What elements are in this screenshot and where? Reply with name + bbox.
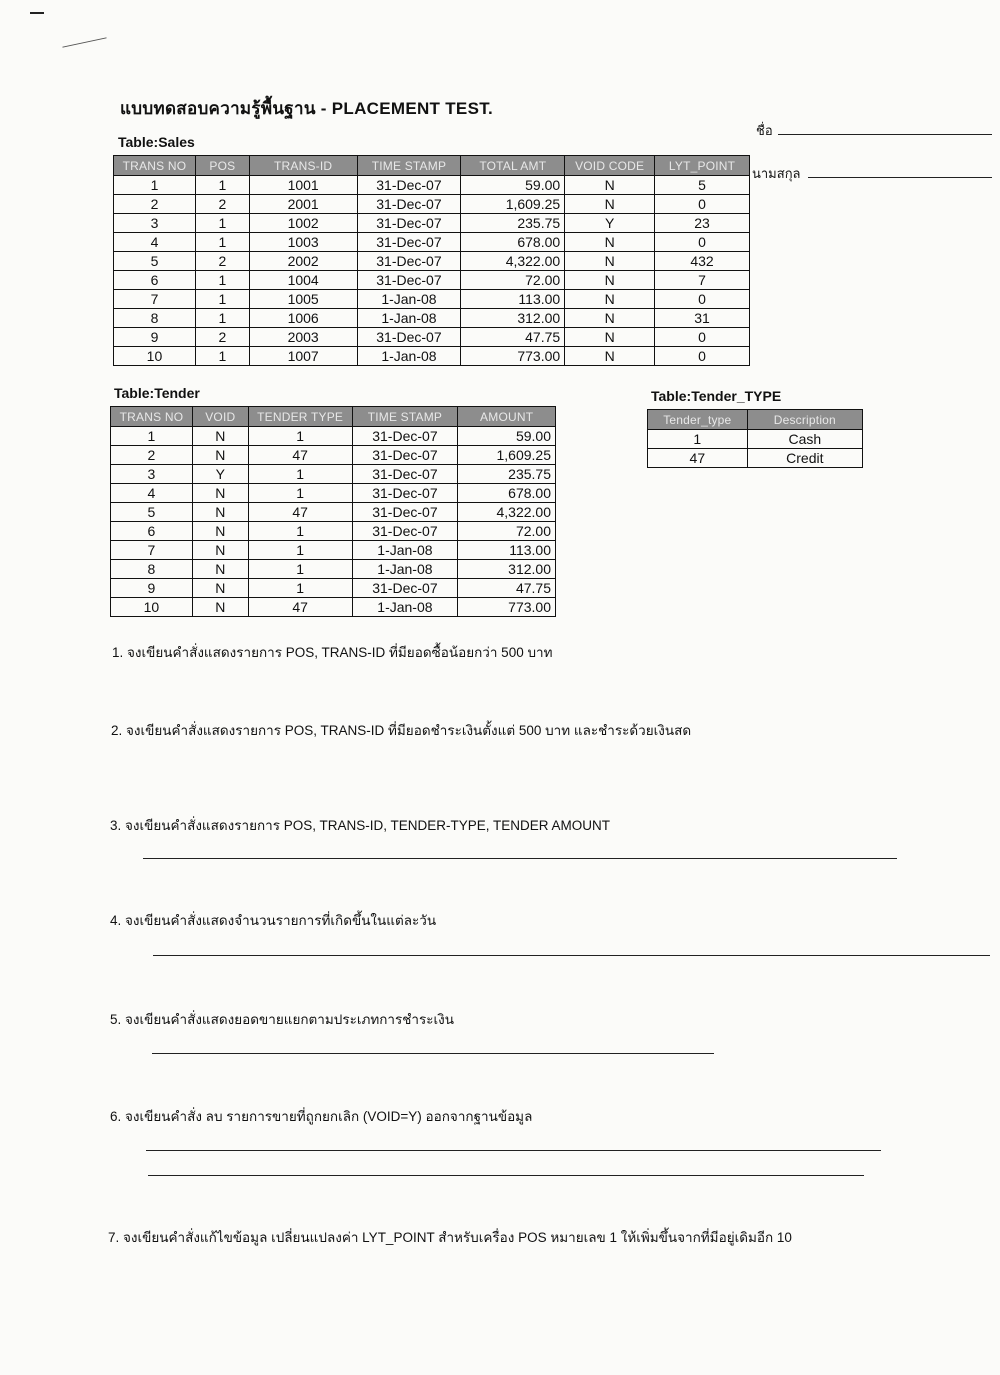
tender-row xyxy=(111,579,556,598)
tender-cell: 2 xyxy=(111,446,193,465)
tender-cell: 6 xyxy=(111,522,193,541)
sales-row xyxy=(114,347,750,366)
sales-table-title: Table:Sales xyxy=(118,134,195,150)
tender-cell: N xyxy=(192,522,248,541)
sales-cell: 8 xyxy=(114,309,196,328)
tender-cell: 31-Dec-07 xyxy=(352,427,458,446)
sales-cell: 1-Jan-08 xyxy=(357,290,461,309)
tender-cell: 1 xyxy=(248,465,352,484)
tender-cell: N xyxy=(192,541,248,560)
tender-cell: 47 xyxy=(248,446,352,465)
question-5: 5. จงเขียนคำสั่งแสดงยอดขายแยกตามประเภทการชำระเงิน xyxy=(110,1012,454,1027)
tender-cell: 59.00 xyxy=(458,427,556,446)
sales-cell: 1 xyxy=(195,176,249,195)
sales-cell: 1 xyxy=(195,271,249,290)
sales-cell: 1 xyxy=(195,233,249,252)
tender-cell: 4 xyxy=(111,484,193,503)
sales-header-cell: LYT_POINT xyxy=(655,156,750,176)
sales-cell: 1004 xyxy=(249,271,357,290)
sales-header-row xyxy=(114,156,750,176)
tender-cell: N xyxy=(192,427,248,446)
tender-cell: 47 xyxy=(248,503,352,522)
sales-cell: 31-Dec-07 xyxy=(357,214,461,233)
tender-cell: 678.00 xyxy=(458,484,556,503)
tender-row xyxy=(111,446,556,465)
tender-cell: 7 xyxy=(111,541,193,560)
sales-row xyxy=(114,195,750,214)
sales-cell: N xyxy=(565,195,655,214)
sales-cell: Y xyxy=(565,214,655,233)
sales-cell: 2 xyxy=(195,195,249,214)
tender-cell: 1 xyxy=(111,427,193,446)
tender-type-table-title: Table:Tender_TYPE xyxy=(651,388,782,404)
tender-row xyxy=(111,598,556,617)
tender-header-row xyxy=(111,407,556,427)
sales-cell: 432 xyxy=(655,252,750,271)
tender-cell: 9 xyxy=(111,579,193,598)
sales-header-cell: TIME STAMP xyxy=(357,156,461,176)
tender-row xyxy=(111,503,556,522)
sales-cell: 1-Jan-08 xyxy=(357,309,461,328)
sales-cell: 5 xyxy=(114,252,196,271)
tender-cell: 1-Jan-08 xyxy=(352,560,458,579)
sales-cell: 1006 xyxy=(249,309,357,328)
question-3: 3. จงเขียนคำสั่งแสดงรายการ POS, TRANS-ID, TENDER-TYPE, TENDER AMOUNT xyxy=(110,818,611,833)
sales-cell: 31-Dec-07 xyxy=(357,271,461,290)
tender-cell: N xyxy=(192,446,248,465)
tender-type-cell: 1 xyxy=(648,430,748,449)
sales-cell: 47.75 xyxy=(461,328,565,347)
tender-type-row xyxy=(648,430,863,449)
sales-cell: 0 xyxy=(655,290,750,309)
sales-table xyxy=(113,155,750,366)
sales-cell: 31-Dec-07 xyxy=(357,176,461,195)
tender-cell: 1-Jan-08 xyxy=(352,541,458,560)
answer-line-6a[interactable] xyxy=(146,1150,881,1151)
sales-cell: N xyxy=(565,176,655,195)
sales-cell: N xyxy=(565,271,655,290)
tender-table-title: Table:Tender xyxy=(114,385,200,401)
tender-header-cell: AMOUNT xyxy=(458,407,556,427)
answer-line-4[interactable] xyxy=(153,955,990,956)
tender-cell: 10 xyxy=(111,598,193,617)
sales-cell: 31 xyxy=(655,309,750,328)
sales-cell: N xyxy=(565,309,655,328)
sales-cell: 31-Dec-07 xyxy=(357,328,461,347)
sales-cell: 1005 xyxy=(249,290,357,309)
tender-cell: 1 xyxy=(248,522,352,541)
tender-cell: 8 xyxy=(111,560,193,579)
sales-row xyxy=(114,233,750,252)
sales-cell: 4 xyxy=(114,233,196,252)
tender-cell: 31-Dec-07 xyxy=(352,522,458,541)
sales-cell: 2003 xyxy=(249,328,357,347)
sales-cell: 773.00 xyxy=(461,347,565,366)
tender-cell: 235.75 xyxy=(458,465,556,484)
tender-row xyxy=(111,465,556,484)
sales-cell: 0 xyxy=(655,233,750,252)
sales-cell: 5 xyxy=(655,176,750,195)
tender-cell: 1,609.25 xyxy=(458,446,556,465)
sales-header-cell: TOTAL AMT xyxy=(461,156,565,176)
sales-row xyxy=(114,271,750,290)
sales-cell: 7 xyxy=(655,271,750,290)
sales-cell: 2002 xyxy=(249,252,357,271)
sales-cell: N xyxy=(565,347,655,366)
page-title: แบบทดสอบความรู้พื้นฐาน - PLACEMENT TEST. xyxy=(120,99,494,118)
tender-cell: 1 xyxy=(248,579,352,598)
sales-cell: 0 xyxy=(655,347,750,366)
tender-cell: 4,322.00 xyxy=(458,503,556,522)
surname-line xyxy=(808,177,992,178)
sales-cell: N xyxy=(565,252,655,271)
sales-cell: 72.00 xyxy=(461,271,565,290)
sales-cell: 7 xyxy=(114,290,196,309)
tender-cell: 31-Dec-07 xyxy=(352,446,458,465)
sales-cell: N xyxy=(565,328,655,347)
sales-cell: 6 xyxy=(114,271,196,290)
question-7: 7. จงเขียนคำสั่งแก้ไขข้อมูล เปลี่ยนแปลงค่า LYT_POINT สำหรับเครื่อง POS หมายเลข 1 ให้เพิ่มขึ้นจากที่มีอยู่เดิมอีก 10 xyxy=(108,1230,792,1245)
sales-header-cell: POS xyxy=(195,156,249,176)
tender-cell: 1 xyxy=(248,560,352,579)
sales-cell: 312.00 xyxy=(461,309,565,328)
sales-row xyxy=(114,214,750,233)
tender-cell: 1-Jan-08 xyxy=(352,598,458,617)
tender-type-header-cell: Description xyxy=(747,410,862,430)
tender-cell: 31-Dec-07 xyxy=(352,465,458,484)
sales-row xyxy=(114,252,750,271)
sales-cell: 1001 xyxy=(249,176,357,195)
sales-cell: 1,609.25 xyxy=(461,195,565,214)
tender-row xyxy=(111,484,556,503)
sales-cell: 235.75 xyxy=(461,214,565,233)
question-1: 1. จงเขียนคำสั่งแสดงรายการ POS, TRANS-ID ที่มียอดซื้อน้อยกว่า 500 บาท xyxy=(112,645,553,660)
sales-cell: N xyxy=(565,290,655,309)
tender-row xyxy=(111,541,556,560)
sales-cell: 1 xyxy=(114,176,196,195)
sales-cell: 9 xyxy=(114,328,196,347)
answer-line-5[interactable] xyxy=(152,1053,714,1054)
sales-cell: 2 xyxy=(114,195,196,214)
tender-type-header-cell: Tender_type xyxy=(648,410,748,430)
question-6: 6. จงเขียนคำสั่ง ลบ รายการขายที่ถูกยกเลิก (VOID=Y) ออกจากฐานข้อมูล xyxy=(110,1109,533,1124)
sales-cell: 23 xyxy=(655,214,750,233)
tender-cell: 312.00 xyxy=(458,560,556,579)
sales-cell: 1 xyxy=(195,309,249,328)
sales-cell: 0 xyxy=(655,195,750,214)
sales-cell: 31-Dec-07 xyxy=(357,195,461,214)
question-4: 4. จงเขียนคำสั่งแสดงจำนวนรายการที่เกิดขึ้นในแต่ละวัน xyxy=(110,913,437,928)
sales-row xyxy=(114,328,750,347)
sales-cell: 4,322.00 xyxy=(461,252,565,271)
sales-cell: 2001 xyxy=(249,195,357,214)
tender-cell: 47 xyxy=(248,598,352,617)
sales-cell: N xyxy=(565,233,655,252)
tender-row xyxy=(111,522,556,541)
tender-cell: 72.00 xyxy=(458,522,556,541)
tender-header-cell: TIME STAMP xyxy=(352,407,458,427)
tender-cell: 47.75 xyxy=(458,579,556,598)
sales-cell: 2 xyxy=(195,328,249,347)
tender-type-cell: Cash xyxy=(747,430,862,449)
tender-cell: 773.00 xyxy=(458,598,556,617)
sales-cell: 1 xyxy=(195,347,249,366)
tender-cell: 1 xyxy=(248,427,352,446)
sales-cell: 1003 xyxy=(249,233,357,252)
name-label: ชื่อ xyxy=(756,123,773,138)
sales-cell: 3 xyxy=(114,214,196,233)
sales-cell: 1007 xyxy=(249,347,357,366)
tender-type-header-row xyxy=(648,410,863,430)
sales-cell: 1-Jan-08 xyxy=(357,347,461,366)
sales-header-cell: VOID CODE xyxy=(565,156,655,176)
sales-header-cell: TRANS-ID xyxy=(249,156,357,176)
tender-type-cell: Credit xyxy=(747,449,862,468)
tender-header-cell: TENDER TYPE xyxy=(248,407,352,427)
sales-cell: 0 xyxy=(655,328,750,347)
tender-cell: 31-Dec-07 xyxy=(352,503,458,522)
sales-cell: 1002 xyxy=(249,214,357,233)
tender-cell: 113.00 xyxy=(458,541,556,560)
question-2: 2. จงเขียนคำสั่งแสดงรายการ POS, TRANS-ID ที่มียอดชำระเงินตั้งแต่ 500 บาท และชำระด้วยเงินสด xyxy=(111,723,692,738)
sales-cell: 1 xyxy=(195,290,249,309)
tender-cell: 5 xyxy=(111,503,193,522)
name-line xyxy=(778,134,992,135)
sales-header-cell: TRANS NO xyxy=(114,156,196,176)
tender-row xyxy=(111,560,556,579)
sales-cell: 31-Dec-07 xyxy=(357,233,461,252)
sales-cell: 678.00 xyxy=(461,233,565,252)
pen-mark xyxy=(62,37,106,47)
tender-cell: N xyxy=(192,598,248,617)
tender-cell: 1 xyxy=(248,484,352,503)
tender-cell: 31-Dec-07 xyxy=(352,579,458,598)
sales-cell: 2 xyxy=(195,252,249,271)
tender-type-row xyxy=(648,449,863,468)
tender-cell: N xyxy=(192,484,248,503)
tender-cell: Y xyxy=(192,465,248,484)
sales-cell: 1 xyxy=(195,214,249,233)
tender-cell: 1 xyxy=(248,541,352,560)
sales-row xyxy=(114,290,750,309)
tender-cell: 3 xyxy=(111,465,193,484)
answer-line-3[interactable] xyxy=(143,858,897,859)
sales-cell: 113.00 xyxy=(461,290,565,309)
sales-cell: 31-Dec-07 xyxy=(357,252,461,271)
sales-cell: 59.00 xyxy=(461,176,565,195)
tender-cell: N xyxy=(192,560,248,579)
tender-type-cell: 47 xyxy=(648,449,748,468)
tender-row xyxy=(111,427,556,446)
scan-mark xyxy=(30,12,44,14)
sales-cell: 10 xyxy=(114,347,196,366)
answer-line-6b[interactable] xyxy=(148,1175,864,1176)
tender-header-cell: TRANS NO xyxy=(111,407,193,427)
sales-row xyxy=(114,176,750,195)
tender-cell: N xyxy=(192,579,248,598)
tender-cell: N xyxy=(192,503,248,522)
sales-row xyxy=(114,309,750,328)
tender-header-cell: VOID xyxy=(192,407,248,427)
tender-cell: 31-Dec-07 xyxy=(352,484,458,503)
tender-table xyxy=(110,406,556,617)
tender-type-table xyxy=(647,409,863,468)
surname-label: นามสกุล xyxy=(752,166,801,181)
